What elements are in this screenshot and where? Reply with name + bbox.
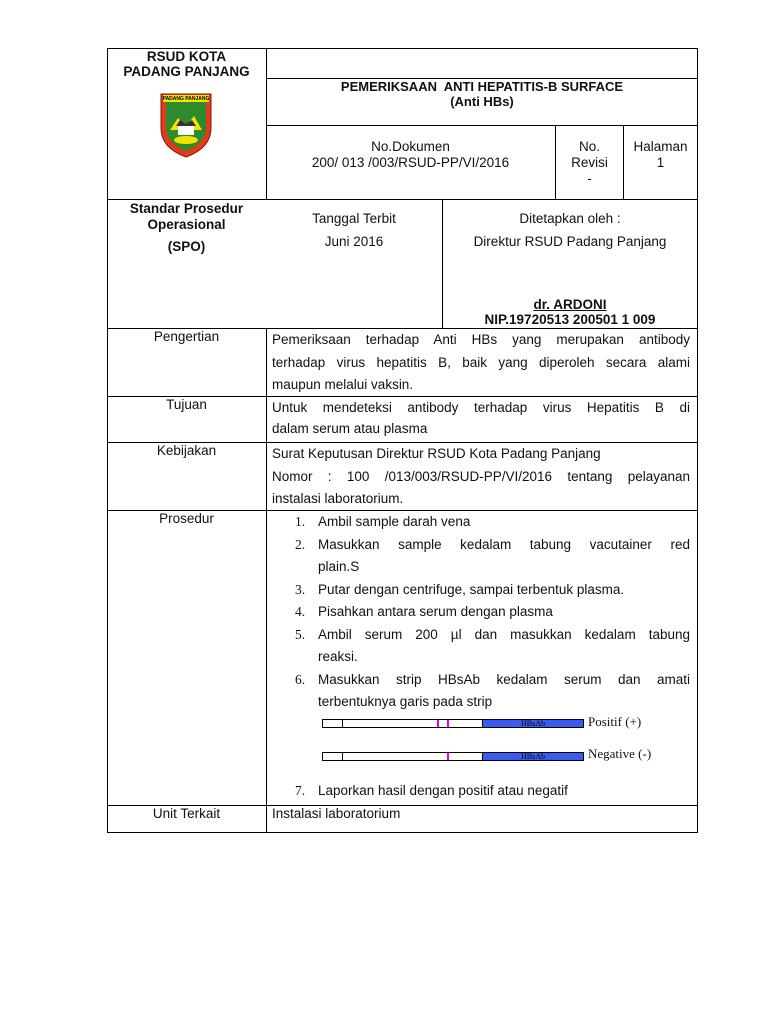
table-line (266, 48, 267, 200)
spo-label-1: Standar Prosedur (129, 201, 244, 216)
list-item (290, 601, 690, 624)
strip-positive (322, 719, 584, 728)
revision-cell (556, 139, 623, 187)
strip-control-line (447, 753, 449, 760)
kebijakan-line1: Surat Keputusan Direktur RSUD Kota Padang Panjang (272, 446, 601, 461)
step-number: 2. (295, 536, 306, 552)
issue-date-value: Juni 2016 (324, 234, 384, 249)
signer-name: dr. ARDONI (533, 297, 607, 312)
logo-text: PADANG PANJANG (162, 96, 210, 102)
step-text: Pisahkan antara serum dengan plasma (318, 604, 553, 619)
issue-date-cell (266, 207, 442, 253)
tujuan-text (272, 397, 690, 439)
step-text: Ambil sample darah vena (318, 514, 471, 529)
signer-nip: NIP.19720513 200501 1 009 (484, 312, 656, 327)
approved-label: Ditetapkan oleh : (519, 211, 621, 226)
list-item (290, 579, 690, 602)
tujuan-label: Tujuan (166, 397, 207, 412)
table-border-left (107, 48, 108, 833)
step-text-cont: reaksi. (318, 649, 358, 664)
list-item (290, 534, 690, 579)
signer-block (443, 297, 697, 327)
kebijakan-line2: Nomor : 100 /013/003/RSUD-PP/VI/2016 tentang pelayanan (272, 468, 690, 484)
list-item (290, 669, 690, 714)
tujuan-line1: Untuk mendeteksi antibody terhadap virus Hepatitis B di (272, 400, 690, 415)
table-border-bottom (107, 832, 698, 833)
strip-handle (323, 720, 343, 727)
page-value: 1 (656, 155, 665, 170)
document-title-line1: PEMERIKSAAN ANTI HEPATITIS-B SURFACE (340, 79, 624, 94)
list-item (290, 511, 690, 534)
step-text: Masukkan sample kedalam tabung vacutainer red (318, 536, 690, 552)
document-number-cell (266, 139, 555, 171)
step-number: 7. (295, 783, 306, 798)
kebijakan-line3: instalasi laboratorium. (272, 491, 404, 506)
revision-label-2: Revisi (571, 155, 608, 170)
table-line (107, 199, 698, 200)
spo-label (107, 201, 266, 255)
step-number: 5. (295, 626, 306, 642)
pengertian-line2: terhadap virus hepatitis B, baik yang diperoleh secara alami (272, 354, 690, 370)
unit-value: Instalasi laboratorium (272, 806, 401, 821)
pengertian-text (272, 329, 690, 397)
document-title (266, 79, 698, 109)
document-number-label: No.Dokumen (371, 139, 450, 154)
document-number-value: 200/ 013 /003/RSUD-PP/VI/2016 (311, 155, 510, 170)
table-line (266, 328, 267, 833)
prosedur-label: Prosedur (159, 511, 214, 526)
step-text-cont: terbentuknya garis pada strip (318, 694, 493, 709)
strip-test-line (447, 720, 449, 727)
revision-label-1: No. (578, 139, 600, 154)
spo-label-2: Operasional (147, 217, 226, 232)
step-text: Masukkan strip HBsAb kedalam serum dan amati (318, 671, 690, 687)
strip-sample-pad: HBsAb (482, 719, 584, 728)
list-item (290, 780, 690, 802)
revision-value: - (587, 171, 592, 186)
strip-sample-pad: HBsAb (482, 752, 584, 761)
org-name-line2: PADANG PANJANG (123, 64, 250, 79)
pengertian-line1: Pemeriksaan terhadap Anti HBs yang merupakan antibody (272, 332, 690, 347)
org-name (107, 49, 266, 79)
step-text-cont: plain.S (318, 559, 360, 574)
step-number: 6. (295, 671, 306, 687)
kebijakan-label: Kebijakan (156, 443, 217, 458)
step-number: 1. (295, 514, 306, 529)
list-item (290, 624, 690, 669)
strip-positive-label: Positif (+) (588, 714, 642, 729)
strip-control-line (437, 720, 439, 727)
step-text: Ambil serum 200 µl dan masukkan kedalam tabung (318, 626, 690, 642)
approved-by: Direktur RSUD Padang Panjang (473, 234, 667, 249)
step-number: 4. (295, 604, 306, 619)
kebijakan-text (272, 443, 690, 511)
step-text: Laporkan hasil dengan positif atau negatif (318, 783, 568, 798)
strip-negative-label: Negative (-) (588, 746, 652, 761)
tujuan-line2: dalam serum atau plasma (272, 421, 428, 436)
issue-date-label: Tanggal Terbit (312, 211, 396, 226)
pengertian-label: Pengertian (153, 329, 220, 344)
page-label: Halaman (633, 139, 688, 154)
table-line (266, 125, 698, 126)
step-text: Putar dengan centrifuge, sampai terbentuk plasma. (318, 581, 625, 597)
approval-cell (443, 207, 697, 253)
padang-panjang-logo (160, 92, 212, 158)
step-number: 3. (295, 581, 306, 597)
strip-handle (323, 753, 343, 760)
prosedur-steps (290, 511, 690, 714)
document-title-line2: (Anti HBs) (450, 94, 514, 109)
unit-label: Unit Terkait (152, 806, 221, 821)
strip-negative (322, 752, 584, 761)
table-border-right (697, 48, 698, 833)
org-name-line1: RSUD KOTA (146, 49, 227, 64)
pengertian-line3: maupun melalui vaksin. (272, 377, 414, 392)
spo-label-3: (SPO) (167, 239, 206, 254)
page-cell (624, 139, 697, 171)
